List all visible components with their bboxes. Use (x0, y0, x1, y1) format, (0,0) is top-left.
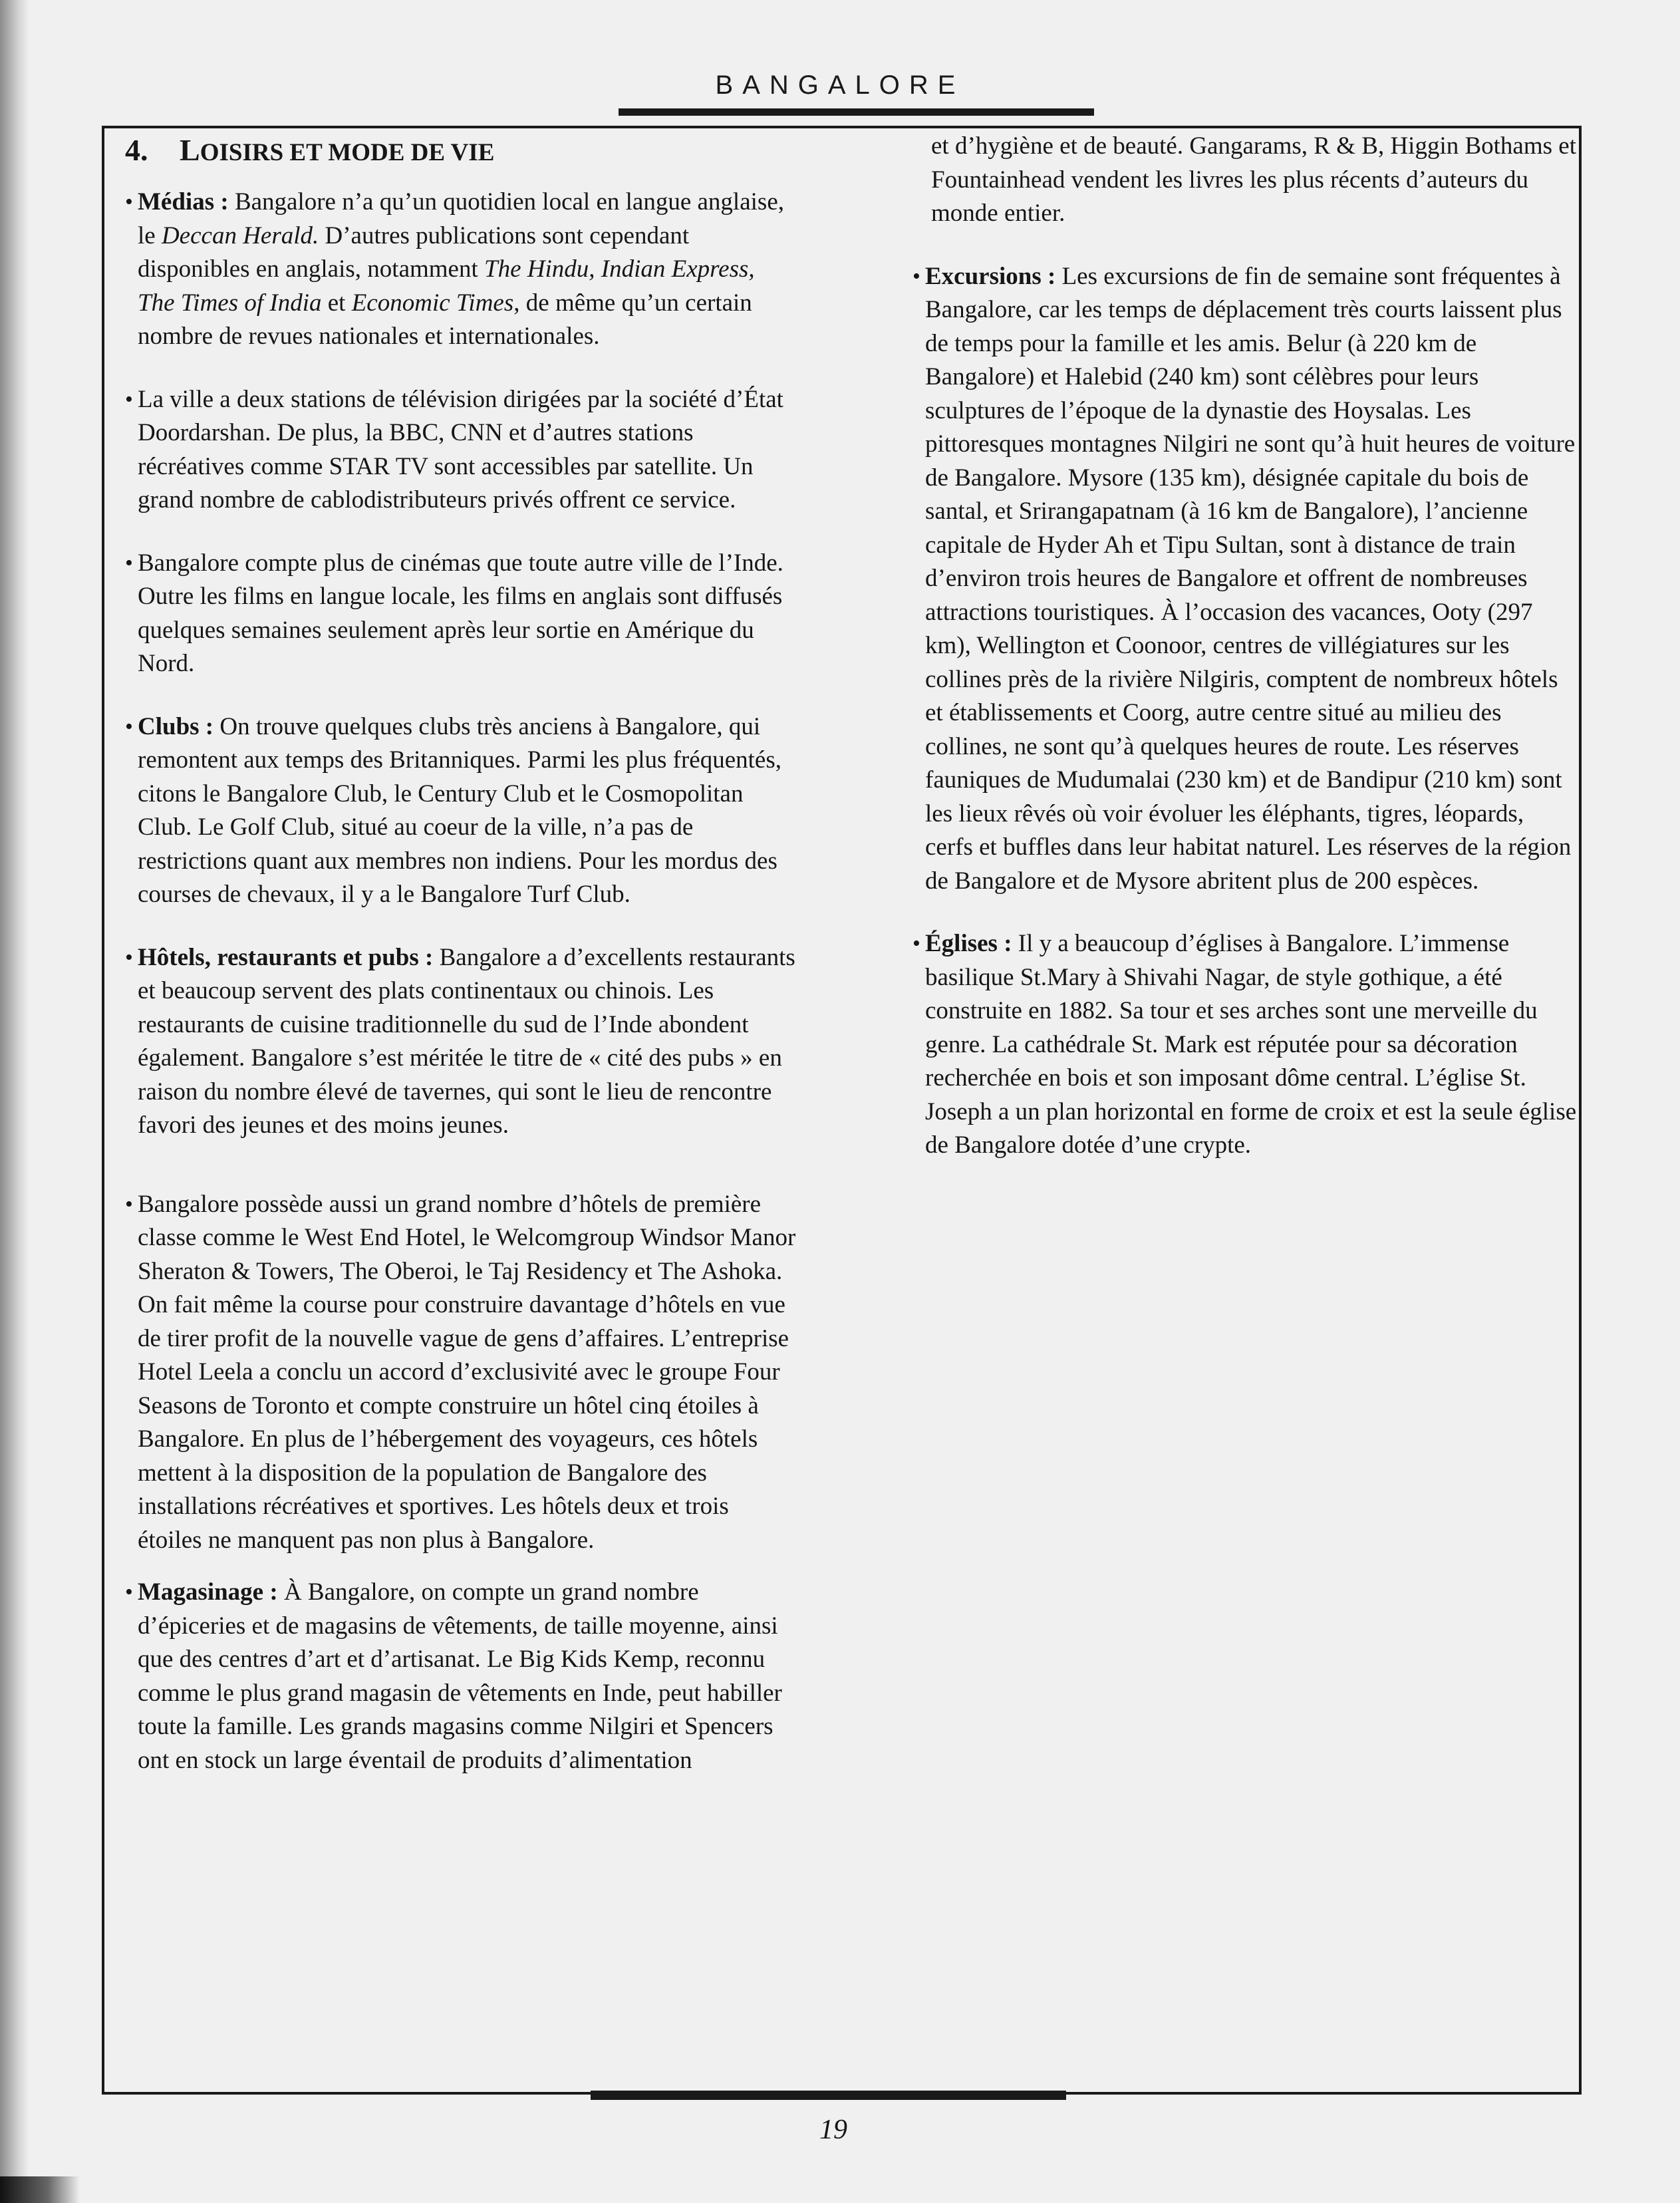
section-title-initial: L (180, 133, 200, 167)
item-text: Bangalore compte plus de cinémas que toute autre ville de l’Inde. Outre les films en langue locale, les films en anglais sont diffusés quelques semaines seulement après leur sortie en Amérique du Nord. (138, 549, 783, 677)
list-item-eglises (912, 927, 1578, 1163)
list-item-cinemas (125, 547, 797, 681)
item-lead: Églises : (925, 930, 1012, 957)
bullet-icon: • (125, 714, 133, 739)
item-text (925, 260, 1578, 899)
item-text: Bangalore possède aussi un grand nombre d’hôtels de première classe comme le West End Hotel, le Welcomgroup Windsor Manor Sheraton & Towers, The Oberoi, le Taj Residency et The Ashoka. On fait même la course pour construire davantage d’hôtels en vue de tirer profit de la nouvelle vague de gens d’affaires. L’entreprise Hotel Leela a conclu un accord d’exclusivité avec le groupe Four Seasons de Toronto et compte construire un hôtel cinq étoiles à Bangalore. En plus de l’hébergement des voyageurs, ces hôtels mettent à la disposition de la population de Bangalore des installations récréatives et sportives. Les hôtels deux et trois étoiles ne manquent pas non plus à Bangalore. (138, 1190, 796, 1554)
text-run: Bangalore n’a qu’un quotidien local en langue anglaise, le (138, 188, 784, 249)
list-item-medias (125, 186, 797, 354)
binding-shadow (0, 0, 28, 2203)
running-title: BANGALORE (715, 71, 965, 100)
text-run: Bangalore a d’excellents restaurants et beaucoup servent des plats continentaux ou chinois. Les restaurants de cuisine traditionnelle du sud de l’Inde abondent également. Bangalore s’est méritée le titre de « cité des pubs » en raison du nombre élevé de tavernes, qui sont le lieu de rencontre favori des jeunes et des moins jeunes. (138, 943, 795, 1139)
corner-shadow (0, 2176, 80, 2203)
item-text (138, 941, 797, 1143)
text-run: On trouve quelques clubs très anciens à Bangalore, qui remontent aux temps des Britanniques. Parmi les plus fréquentés, citons le Bangalore Club, le Century Club et le Cosmopolitan Club. Le Golf Club, situé au coeur de la ville, n’a pas de restrictions quant aux membres non indiens. Pour les mordus des courses de chevaux, il y a le Bangalore Turf Club. (138, 712, 781, 908)
section-number: 4. (125, 133, 148, 167)
list-item-television (125, 383, 797, 517)
right-column (912, 130, 1578, 1192)
list-item-magasinage (125, 1576, 797, 1777)
item-text (138, 710, 797, 912)
text-run: Les excursions de fin de semaine sont fréquentes à Bangalore, car les temps de déplacement très courts laissent plus de temps pour la famille et les amis. Belur (à 220 km de Bangalore) et Halebid (240 km) sont célèbres pour leurs sculptures de l’époque de la dynastie des Hoysalas. Les pittoresques montagnes Nilgiri ne sont qu’à huit heures de voiture de Bangalore. Mysore (135 km), désignée capitale du bois de santal, et Srirangapatnam (à 16 km de Bangalore), l’ancienne capitale de Hyder Ah et Tipu Sultan, sont à distance de train d’environ trois heures de Bangalore et offrent de nombreuses attractions touristiques. À l’occasion des vacances, Ooty (297 km), Wellington et Coonoor, centres de villégiatures sur les collines près de la rivière Nilgiris, comptent de nombreux hôtels et établissements et Coorg, autre centre situé au milieu des collines, ne sont qu’à quelques heures de route. Les réserves fauniques de Mudumalai (230 km) et de Bandipur (210 km) sont les lieux rêvés où voir évoluer les éléphants, tigres, léopards, cerfs et buffles dans leur habitat naturel. Les réserves de la région de Bangalore et de Mysore abritent plus de 200 espèces. (925, 262, 1576, 895)
list-item-clubs (125, 710, 797, 912)
publication-title: Economic Times (351, 289, 514, 317)
text-run: Il y a beaucoup d’églises à Bangalore. L’immense basilique St.Mary à Shivahi Nagar, de style gothique, a été construite en 1882. Sa tour et ses arches sont une merveille du genre. La cathédrale St. Mark est réputée pour sa décoration recherchée en bois et son imposant dôme central. L’église St. Joseph a un plan horizontal en forme de croix et est la seule église de Bangalore dotée d’une crypte. (925, 930, 1577, 1159)
bullet-icon: • (125, 190, 133, 214)
bullet-icon: • (125, 1191, 133, 1217)
item-lead: Médias : (138, 188, 229, 216)
item-lead: Hôtels, restaurants et pubs : (138, 943, 434, 971)
text-run: , de même qu’un certain nombre de revues nationales et internationales. (138, 289, 752, 350)
text-run: À Bangalore, on compte un grand nombre d’épiceries et de magasins de vêtements, de taille moyenne, ainsi que des centres d’art et d’artisanat. Le Big Kids Kemp, reconnu comme le plus grand magasin de vêtements en Inde, peut habiller toute la famille. Les grands magasins comme Nilgiri et Spencers ont en stock un large éventail de produits d’alimentation (138, 1578, 782, 1774)
continuation-text: et d’hygiène et de beauté. Gangarams, R & B, Higgin Bothams et Fountainhead vendent les livres les plus récents d’auteurs du monde entier. (931, 132, 1576, 227)
bullet-icon: • (125, 386, 133, 412)
bullet-icon: • (125, 1580, 133, 1604)
item-text (138, 1576, 797, 1777)
list-item-hotels-restaurants (125, 941, 797, 1143)
text-run: et (321, 289, 352, 317)
list-item-excursions (912, 260, 1578, 899)
item-lead: Excursions : (925, 262, 1056, 290)
item-text: La ville a deux stations de télévision dirigées par la société d’État Doordarshan. De plus, la BBC, CNN et d’autres stations récréatives comme STAR TV sont accessibles par satellite. Un grand nombre de cablodistributeurs privés offrent ce service. (138, 385, 783, 514)
item-text (138, 186, 797, 354)
list-item-first-class-hotels (125, 1188, 797, 1558)
bullet-icon: • (125, 550, 133, 575)
section-title-rest: OISIRS ET MODE DE VIE (200, 139, 495, 166)
item-lead: Clubs : (138, 712, 214, 740)
bullet-icon: • (125, 945, 133, 970)
bullet-icon: • (912, 263, 920, 289)
item-text (925, 927, 1578, 1163)
left-column (125, 130, 797, 1807)
page-number: 19 (819, 2115, 847, 2145)
item-lead: Magasinage : (138, 1578, 278, 1606)
bullet-icon: • (912, 931, 920, 956)
header-rule (619, 108, 1094, 116)
text-run: D’autres publications sont cependant disponibles en anglais, notamment (138, 221, 690, 283)
section-title (125, 130, 797, 171)
footer-rule (591, 2091, 1066, 2100)
publication-titles: The Hindu, Indian Express, The Times of India (138, 255, 755, 317)
publication-title: Deccan Herald. (161, 221, 319, 249)
